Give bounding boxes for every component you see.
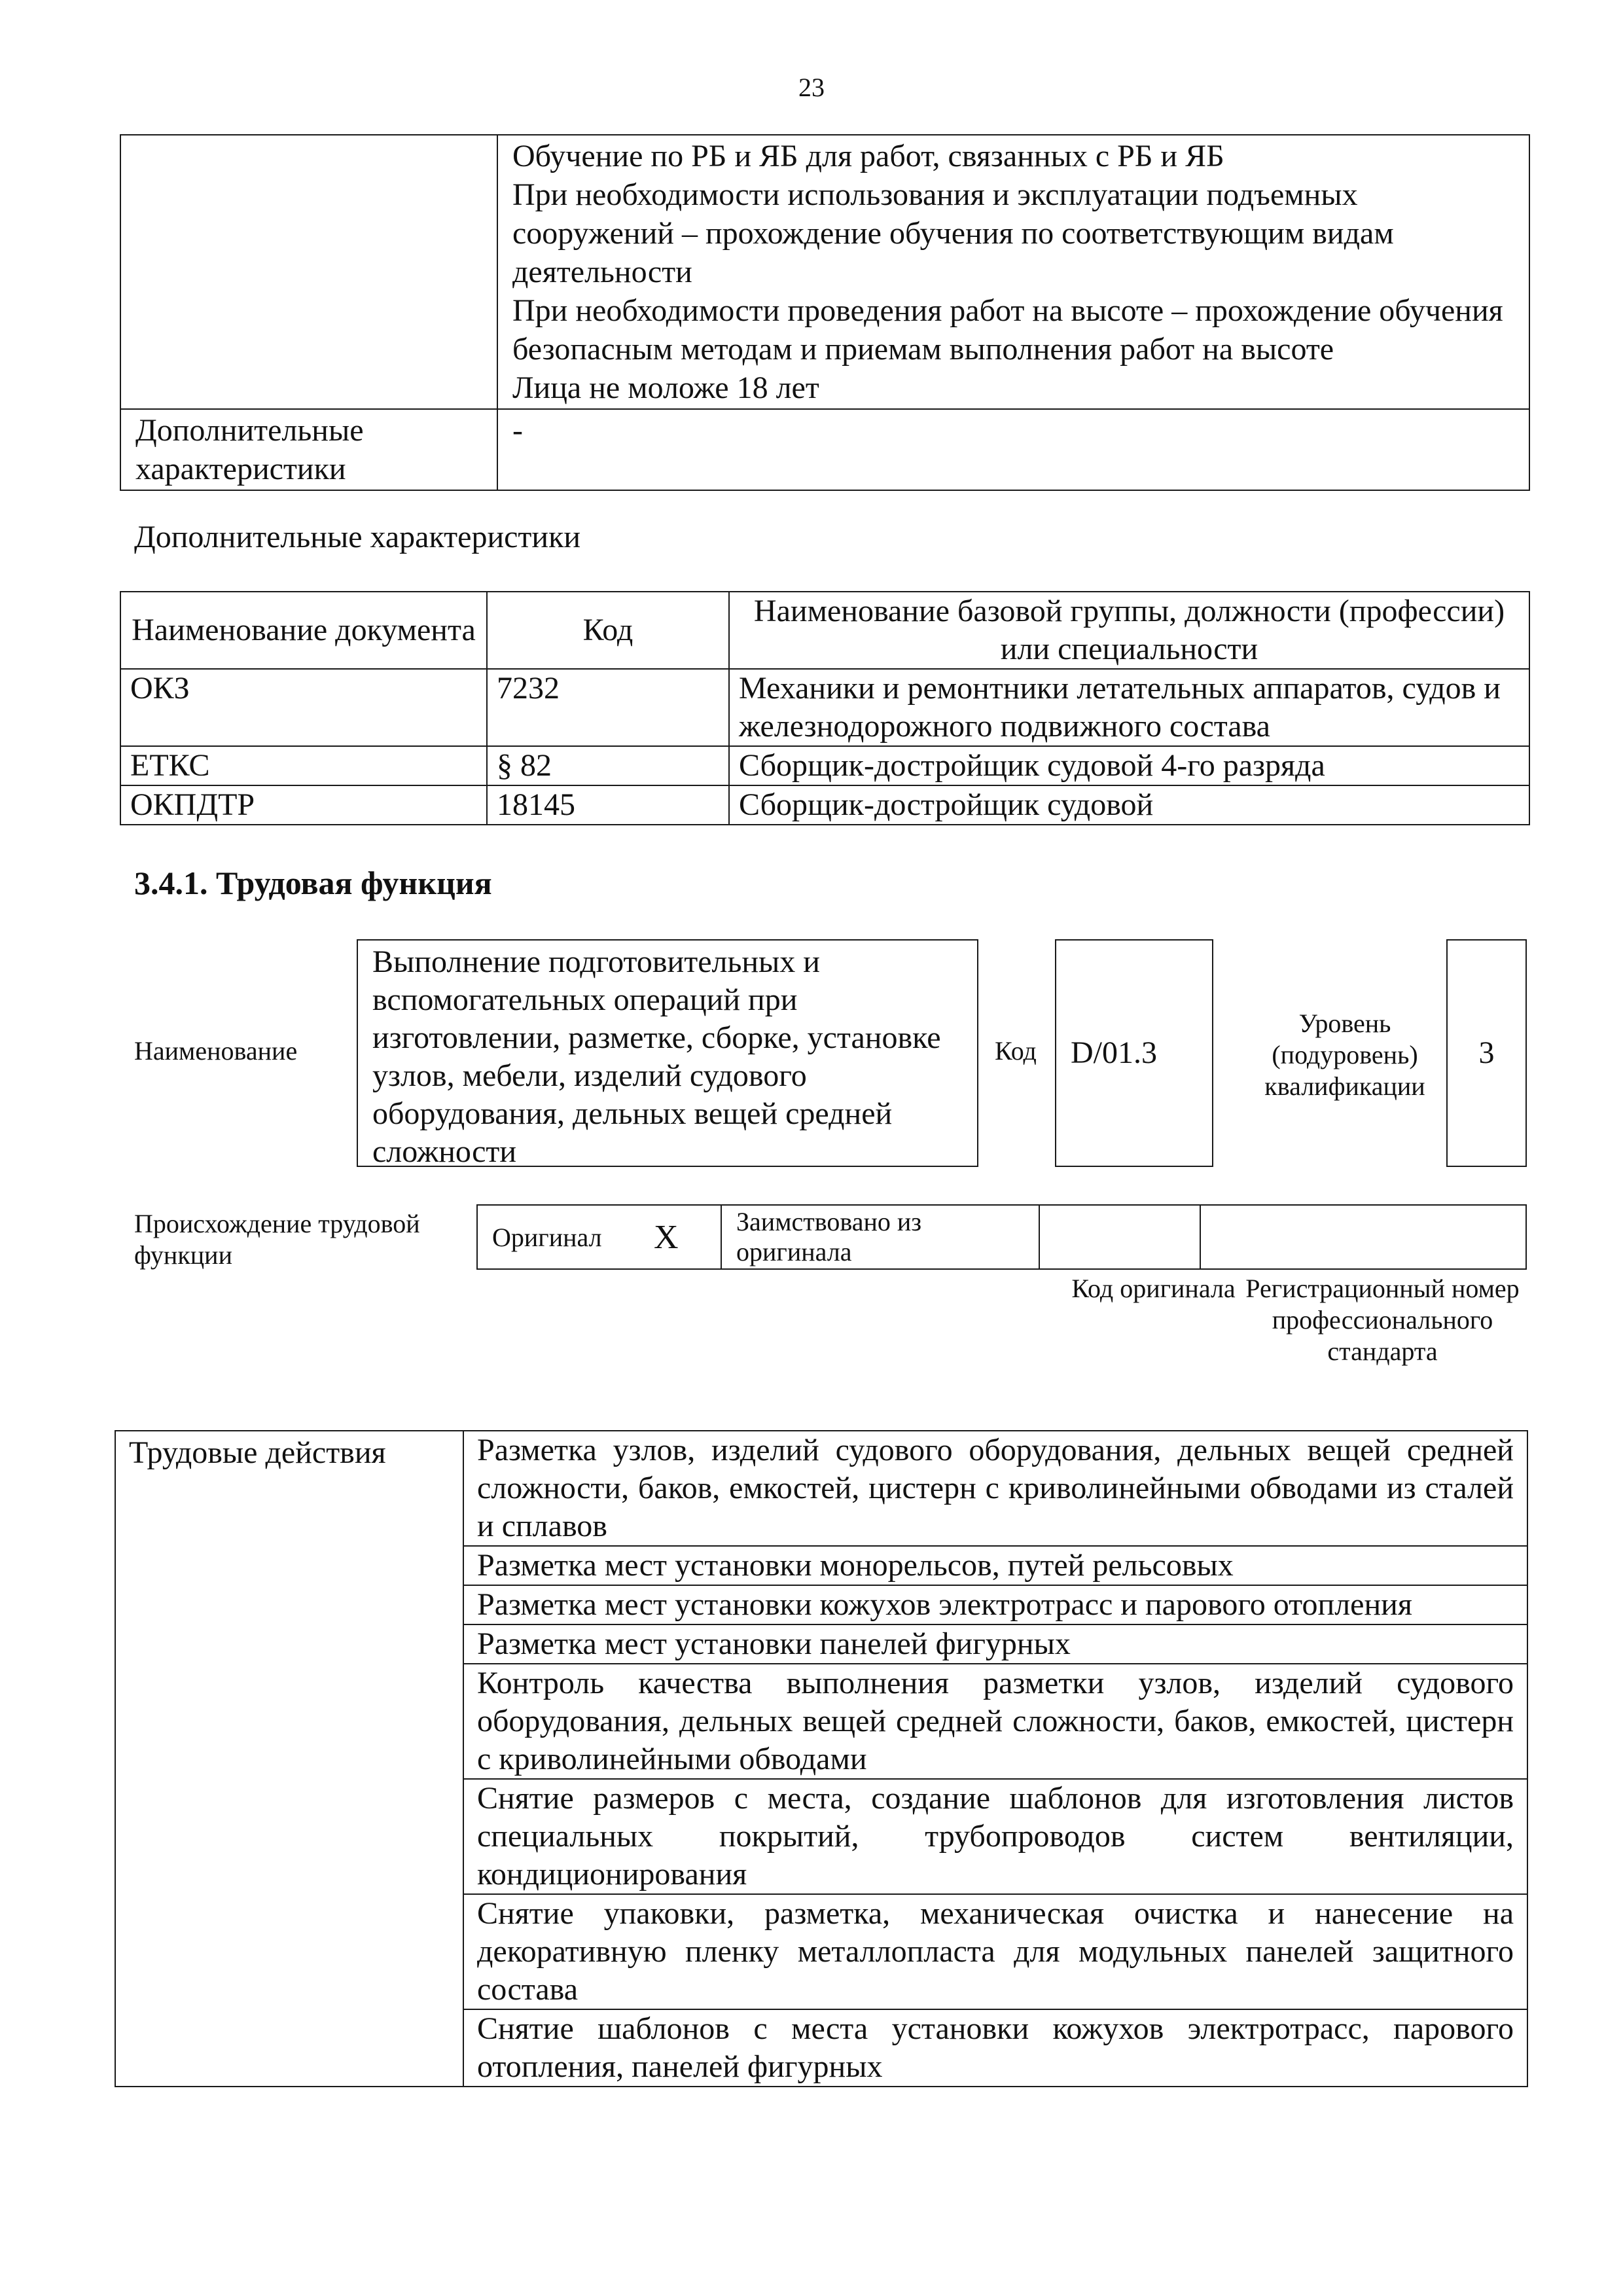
labor-action: Снятие размеров с места, создание шаблонов для изготовления листов специальных покрытий, трубопроводов систем вентиляции, кондиционирования xyxy=(463,1779,1527,1894)
table-row xyxy=(115,1431,1527,1546)
original-mark: X xyxy=(641,1205,721,1269)
table-header-row xyxy=(120,592,1529,669)
requirement-line: безопасным методам и приемам выполнения работ на высоте xyxy=(512,332,1334,367)
cell-code: 18145 xyxy=(487,785,729,825)
table-row xyxy=(120,785,1529,825)
reg-number-cell xyxy=(1200,1205,1526,1269)
requirement-line: Обучение по РБ и ЯБ для работ, связанных с РБ и ЯБ xyxy=(512,139,1224,173)
labor-actions-table xyxy=(115,1430,1528,2087)
function-code-value: D/01.3 xyxy=(1055,939,1213,1167)
function-name-value: Выполнение подготовительных и вспомогательных операций при изготовлении, разметке, сборке, установке узлов, мебели, изделий судового оборудования, дельных вещей средней сложности xyxy=(357,939,978,1167)
cell-code: § 82 xyxy=(487,746,729,785)
page-number: 23 xyxy=(798,73,825,102)
origin-label: Происхождение трудовой функции xyxy=(134,1209,420,1270)
additional-value: - xyxy=(497,409,1529,490)
table-row xyxy=(477,1205,1526,1269)
function-heading: 3.4.1. Трудовая функция xyxy=(134,865,492,901)
table-row xyxy=(120,135,1529,409)
cell-doc: ОКПДТР xyxy=(120,785,487,825)
cell-doc: ОКЗ xyxy=(120,669,487,746)
requirement-line: деятельности xyxy=(512,255,692,289)
requirements-cell xyxy=(497,135,1529,409)
classification-table xyxy=(120,591,1530,825)
labor-action: Разметка узлов, изделий судового оборудования, дельных вещей средней сложности, баков, емкостей, цистерн с криволинейными обводами из сталей и сплавов xyxy=(463,1431,1527,1546)
header-name: Наименование базовой группы, должности (профессии) или специальности xyxy=(729,592,1529,669)
code-original-cell xyxy=(1039,1205,1200,1269)
requirement-line: сооружений – прохождение обучения по соответствующим видам xyxy=(512,216,1394,251)
cell-name: Сборщик-достройщик судовой xyxy=(729,785,1529,825)
qualification-level-label: Уровень (подуровень) квалификации xyxy=(1264,1009,1425,1101)
requirement-line: Лица не моложе 18 лет xyxy=(512,370,819,405)
function-name-label: Наименование xyxy=(134,1036,298,1066)
labor-action: Снятие упаковки, разметка, механическая очистка и нанесение на декоративную пленку металлопласта для модульных панелей защитного состава xyxy=(463,1894,1527,2009)
origin-table xyxy=(476,1204,1527,1270)
qualification-level-value: 3 xyxy=(1446,939,1527,1167)
cell-name: Сборщик-достройщик судовой 4-го разряда xyxy=(729,746,1529,785)
requirements-table xyxy=(120,134,1530,491)
labor-action: Контроль качества выполнения разметки узлов, изделий судового оборудования, дельных вещей средней сложности, баков, емкостей, цистерн с криволинейными обводами xyxy=(463,1664,1527,1779)
table-row xyxy=(120,669,1529,746)
empty-cell xyxy=(120,135,497,409)
table-row xyxy=(120,409,1529,490)
cell-code: 7232 xyxy=(487,669,729,746)
labor-action: Разметка мест установки монорельсов, путей рельсовых xyxy=(463,1546,1527,1585)
labor-action: Разметка мест установки кожухов электротрасс и парового отопления xyxy=(463,1585,1527,1624)
labor-actions-label: Трудовые действия xyxy=(115,1431,463,2087)
requirement-line: При необходимости проведения работ на высоте – прохождение обучения xyxy=(512,293,1503,328)
labor-action: Разметка мест установки панелей фигурных xyxy=(463,1624,1527,1664)
header-code: Код xyxy=(487,592,729,669)
additional-heading: Дополнительные характеристики xyxy=(134,520,581,554)
code-original-label: Код оригинала xyxy=(1071,1274,1236,1303)
reg-number-label: Регистрационный номер профессионального стандарта xyxy=(1245,1274,1520,1366)
labor-action: Снятие шаблонов с места установки кожухов электротрасс, парового отопления, панелей фигурных xyxy=(463,2009,1527,2087)
requirement-line: При необходимости использования и эксплуатации подъемных xyxy=(512,177,1358,212)
additional-label: Дополнительные характеристики xyxy=(120,409,497,490)
cell-doc: ЕТКС xyxy=(120,746,487,785)
original-label: Оригинал xyxy=(477,1205,641,1269)
table-row xyxy=(120,746,1529,785)
cell-name: Механики и ремонтники летательных аппаратов, судов и железнодорожного подвижного состава xyxy=(729,669,1529,746)
function-code-label: Код xyxy=(995,1036,1037,1066)
header-document: Наименование документа xyxy=(120,592,487,669)
borrowed-label: Заимствовано из оригинала xyxy=(721,1205,1039,1269)
